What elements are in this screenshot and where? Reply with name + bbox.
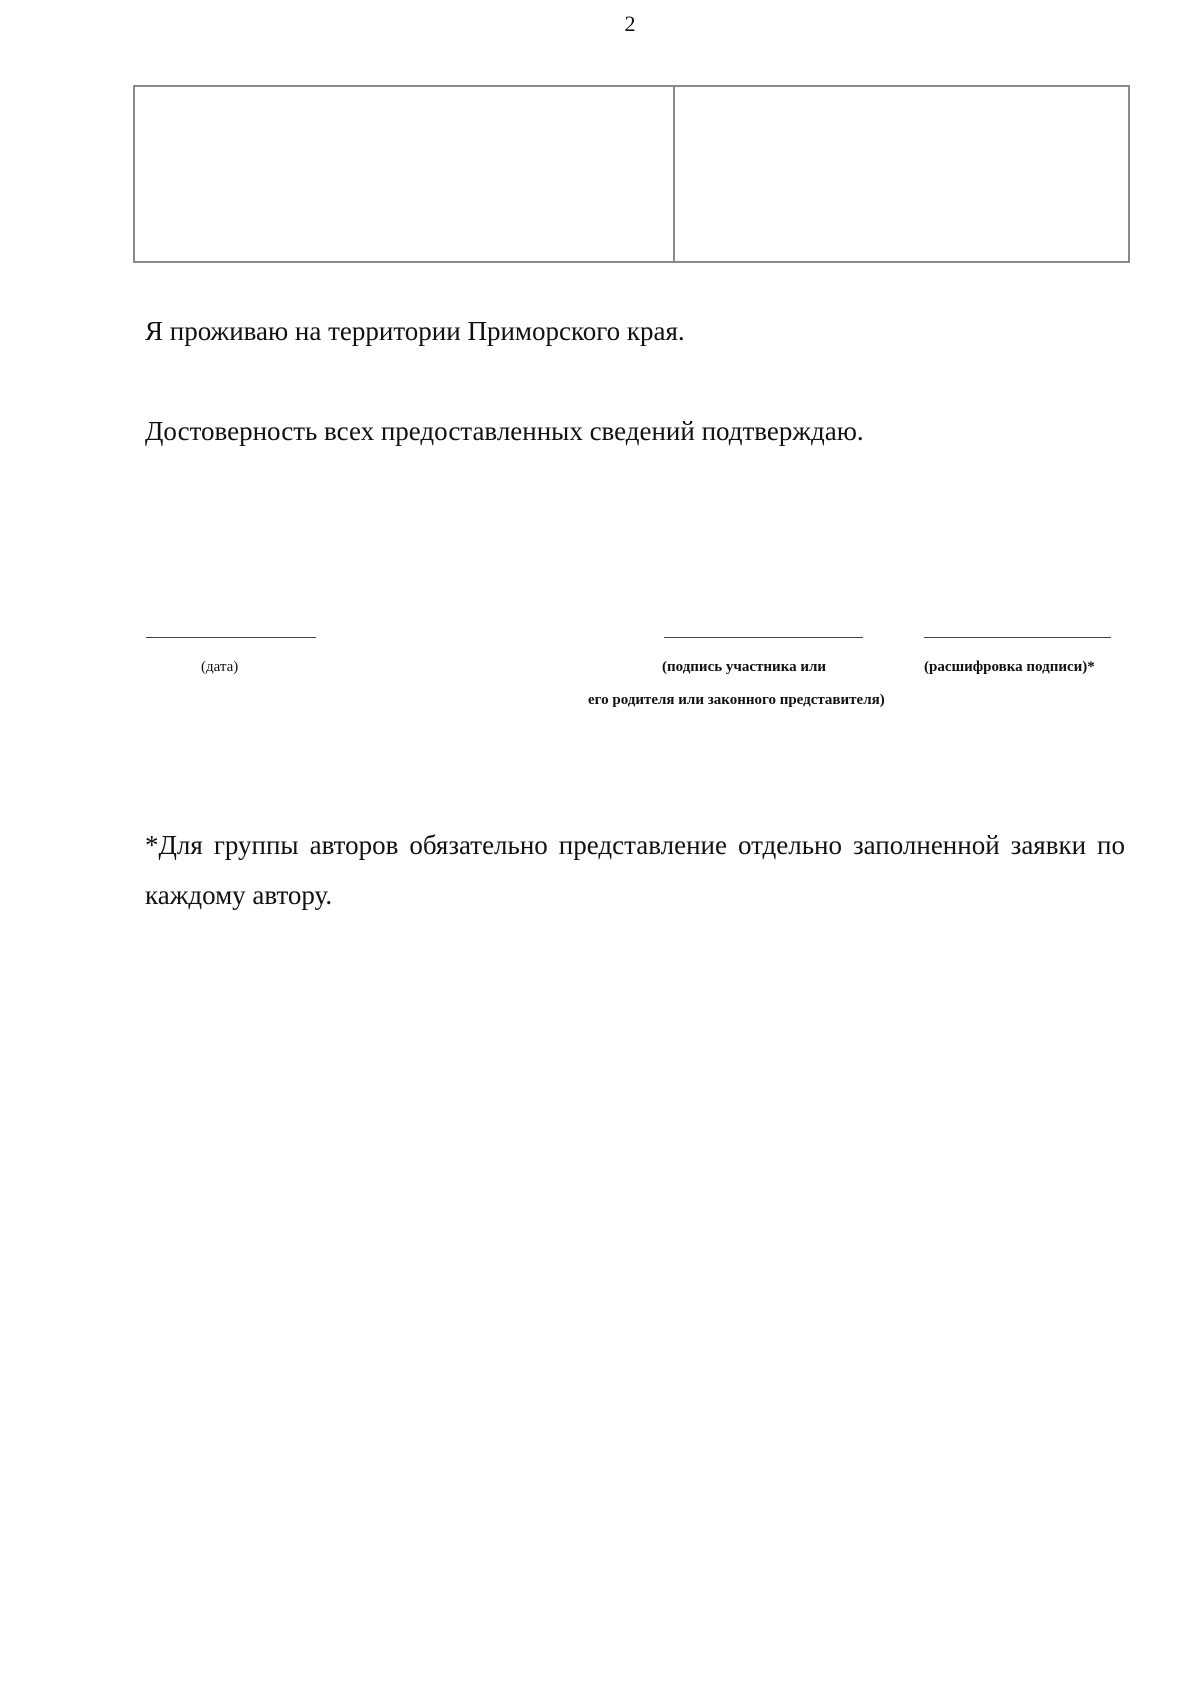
signature-caption: (подпись участника или (662, 659, 827, 675)
confirmation-statement: Достоверность всех предоставленных сведений подтверждаю. (145, 416, 864, 446)
residence-statement: Я проживаю на территории Приморского края. (145, 316, 685, 346)
signature-caption-continued: его родителя или законного представителя) (588, 692, 885, 708)
signature-decoding-caption: (расшифровка подписи)* (924, 659, 1095, 675)
signature-line (664, 637, 863, 638)
table-cell-right (675, 87, 1128, 261)
page-number: 2 (624, 11, 636, 36)
date-caption: (дата) (201, 659, 239, 675)
date-line (146, 637, 316, 638)
form-table (133, 85, 1130, 263)
signature-decoding-line (924, 637, 1111, 638)
table-cell-left (135, 87, 675, 261)
group-authors-footnote: *Для группы авторов обязательно представление отдельно заполненной заявки по каждому автору. (145, 830, 1125, 910)
